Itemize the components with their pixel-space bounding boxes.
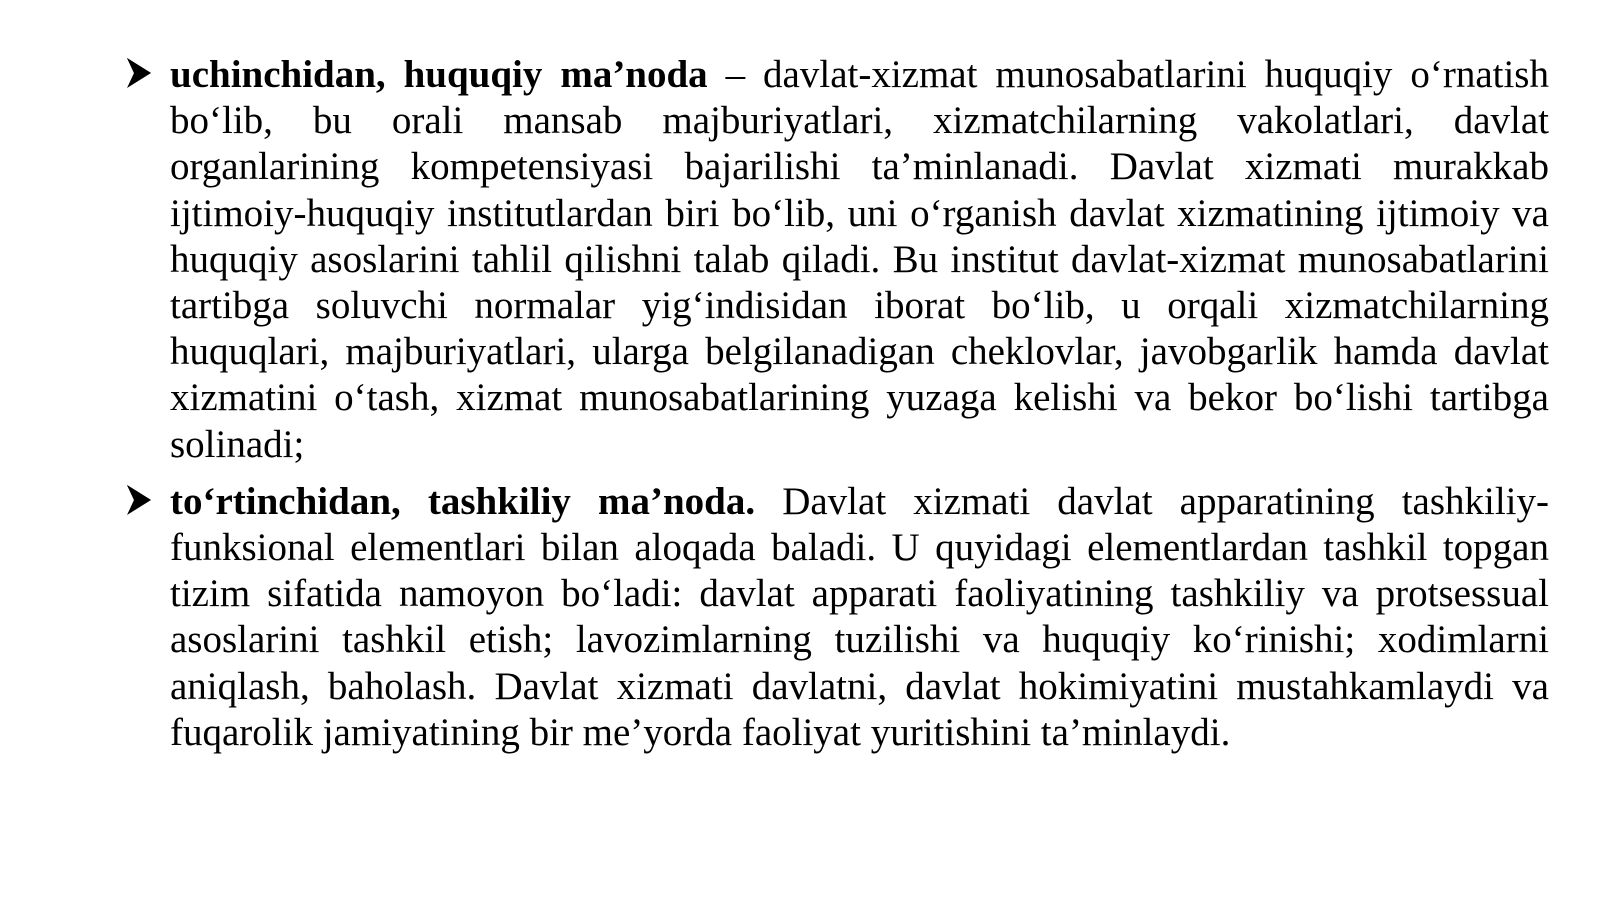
bullet-lead: uchinchidan, huquqiy ma’noda bbox=[170, 53, 708, 96]
bullet-item-fourth bbox=[125, 479, 1549, 756]
arrowhead-bullet-icon bbox=[125, 56, 153, 90]
bullet-item-third bbox=[125, 52, 1549, 468]
bullet-text: Davlat xizmati davlat apparatining tashkiliy-funksional elementlari bilan aloqada baladi. U quyidagi elementlardan tashkil topgan tizim sifatida namoyon bo‘ladi: davlat apparati faoliyatining tashkiliy va protsessual asoslarini tashkil etish; lavozimlarning tuzilishi va huquqiy ko‘rinishi; xodimlarni aniqlash, baholash. Davlat xizmati davlatni, davlat hokimiyatini mustahkamlaydi va fuqarolik jamiyatining bir me’yorda faoliyat yuritishini ta’minlaydi. bbox=[170, 479, 1550, 754]
bullet-lead: to‘rtinchidan, tashkiliy ma’noda. bbox=[170, 479, 756, 523]
arrowhead-bullet-icon bbox=[125, 483, 153, 517]
bullet-list bbox=[125, 52, 1549, 767]
bullet-text: – davlat-xizmat munosabatlarini huquqiy o‘rnatish bo‘lib, bu orali mansab majburiyatlari, xizmatchilarning vakolatlari, davlat organlarining kompetensiyasi bajarilishi ta’minlanadi. Davlat xizmati murakkab ijtimoiy-huquqiy institutlardan biri bo‘lib, uni o‘rganish davlat xizmatining ijtimoiy va huquqiy asoslarini tahlil qilishni talab qiladi. Bu institut davlat-xizmat munosabatlarini tartibga soluvchi normalar yig‘indisidan iborat bo‘lib, u orqali xizmatchilarning huquqlari, majburiyatlari, ularga belgilanadigan cheklovlar, javobgarlik hamda davlat xizmatini o‘tash, xizmat munosabatlarining yuzaga kelishi va bekor bo‘lishi tartibga solinadi; bbox=[170, 53, 1549, 466]
